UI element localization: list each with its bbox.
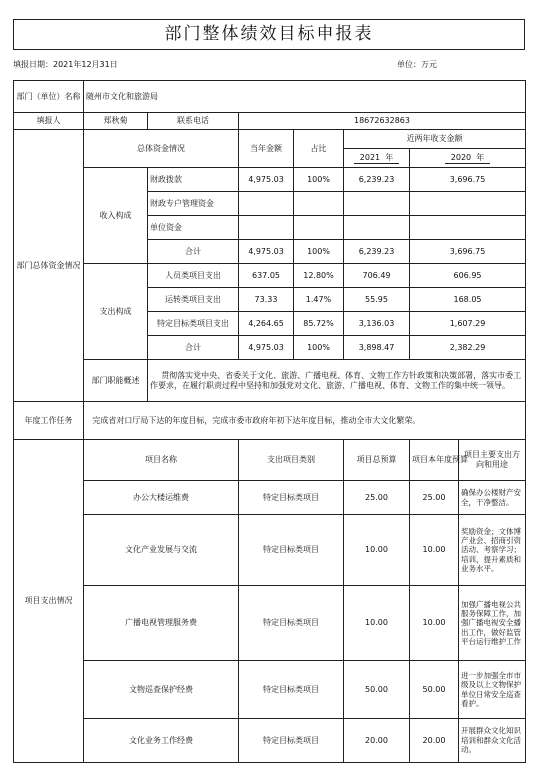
- project-type: 特定目标类项目: [239, 719, 344, 763]
- project-name: 文化产业发展与交流: [84, 515, 239, 586]
- table-row: [14, 586, 526, 661]
- filler-label: 填报人: [14, 113, 84, 130]
- duty-text: 贯彻落实党中央、省委关于文化、旅游、广播电视、体育、文物工作方针政策和决策部署，落实市委工作要求，在履行职责过程中坚持和加强党对文化、旅游、广播电视、体育、文物工作的集中统一领导。: [148, 360, 526, 402]
- phone-value: 18672632863: [239, 113, 526, 130]
- income-name: 单位资金: [148, 216, 239, 240]
- title-table: [13, 19, 525, 50]
- expense-2021: 55.95: [344, 288, 410, 312]
- year-2021: 2021: [359, 153, 381, 162]
- year-2020-header: [410, 149, 526, 168]
- funds-header-overview: 总体资金情况: [84, 130, 239, 168]
- expense-ratio: 12.80%: [294, 264, 344, 288]
- expense-2021: 3,136.03: [344, 312, 410, 336]
- year-suffix: 年: [385, 153, 394, 162]
- project-year: 50.00: [410, 661, 459, 719]
- income-2020: [410, 192, 526, 216]
- income-2020: 3,696.75: [410, 240, 526, 264]
- project-year: 25.00: [410, 481, 459, 515]
- project-direction: 确保办公楼财产安全，干净整洁。: [459, 481, 526, 515]
- income-2020: 3,696.75: [410, 168, 526, 192]
- projects-header-year: 项目本年度预算: [410, 440, 459, 481]
- income-name: 财政专户管理资金: [148, 192, 239, 216]
- projects-header-name: 项目名称: [84, 440, 239, 481]
- income-amount: [239, 216, 294, 240]
- project-name: 广播电视管理服务费: [84, 586, 239, 661]
- income-amount: 4,975.03: [239, 168, 294, 192]
- expense-ratio: 85.72%: [294, 312, 344, 336]
- year-suffix: 年: [476, 153, 485, 162]
- year-2021-header: [344, 149, 410, 168]
- project-year: 10.00: [410, 515, 459, 586]
- phone-label: 联系电话: [148, 113, 239, 130]
- table-row: [14, 168, 526, 192]
- page-title: 部门整体绩效目标申报表: [14, 20, 525, 50]
- project-type: 特定目标类项目: [239, 481, 344, 515]
- expense-amount: 4,975.03: [239, 336, 294, 360]
- funds-section-label: 部门总体资金情况: [14, 130, 84, 402]
- dept-label: 部门（单位）名称: [14, 81, 84, 113]
- duty-label: 部门职能概述: [84, 360, 148, 402]
- income-ratio: [294, 216, 344, 240]
- projects-header-total: 项目总预算: [344, 440, 410, 481]
- expense-ratio: 100%: [294, 336, 344, 360]
- income-2021: [344, 216, 410, 240]
- income-2021: 6,239.23: [344, 240, 410, 264]
- project-year: 20.00: [410, 719, 459, 763]
- annual-text: 完成省对口厅局下达的年度目标，完成市委市政府年初下达年度目标，推动全市大文化繁荣。: [84, 402, 526, 440]
- project-direction: 加强广播电视公共服务保障工作，加强广播电视安全播出工作，做好监管平台运行维护工作: [459, 586, 526, 661]
- expense-2020: 2,382.29: [410, 336, 526, 360]
- expense-2020: 168.05: [410, 288, 526, 312]
- project-type: 特定目标类项目: [239, 586, 344, 661]
- expense-2021: 3,898.47: [344, 336, 410, 360]
- table-row: [14, 661, 526, 719]
- project-total: 50.00: [344, 661, 410, 719]
- unit-label: 单位：万元: [397, 60, 437, 69]
- project-direction: 奖励资金；文体博产业会、招商引资活动、考察学习；培训，提升素质和业务水平。: [459, 515, 526, 586]
- projects-label: 项目支出情况: [14, 440, 84, 763]
- annual-label: 年度工作任务: [14, 402, 84, 440]
- income-ratio: 100%: [294, 168, 344, 192]
- main-table: [13, 80, 526, 763]
- expense-name: 人员类项目支出: [148, 264, 239, 288]
- table-row: [14, 481, 526, 515]
- funds-header-recent: 近两年收支金额: [344, 130, 526, 149]
- income-label: 收入构成: [84, 168, 148, 264]
- projects-header-type: 支出项目类别: [239, 440, 344, 481]
- table-row: [14, 264, 526, 288]
- table-row: [14, 515, 526, 586]
- income-name: 合计: [148, 240, 239, 264]
- project-name: 办公大楼运维费: [84, 481, 239, 515]
- expense-2020: 1,607.29: [410, 312, 526, 336]
- income-2021: [344, 192, 410, 216]
- project-type: 特定目标类项目: [239, 661, 344, 719]
- dept-value: 随州市文化和旅游局: [84, 81, 526, 113]
- project-total: 20.00: [344, 719, 410, 763]
- fill-date: 填报日期：2021年12月31日: [13, 60, 118, 69]
- expense-amount: 4,264.65: [239, 312, 294, 336]
- expense-amount: 637.05: [239, 264, 294, 288]
- income-amount: [239, 192, 294, 216]
- income-ratio: 100%: [294, 240, 344, 264]
- expense-name: 特定目标类项目支出: [148, 312, 239, 336]
- expense-ratio: 1.47%: [294, 288, 344, 312]
- income-ratio: [294, 192, 344, 216]
- projects-header-direction: 项目主要支出方向和用途: [459, 440, 526, 481]
- income-2021: 6,239.23: [344, 168, 410, 192]
- expense-2020: 606.95: [410, 264, 526, 288]
- project-total: 10.00: [344, 586, 410, 661]
- project-direction: 进一步加强全市市级及以上文物保护单位日常安全巡查看护。: [459, 661, 526, 719]
- income-name: 财政拨款: [148, 168, 239, 192]
- income-amount: 4,975.03: [239, 240, 294, 264]
- project-total: 25.00: [344, 481, 410, 515]
- expense-name: 合计: [148, 336, 239, 360]
- project-name: 文物巡查保护经费: [84, 661, 239, 719]
- expense-amount: 73.33: [239, 288, 294, 312]
- project-total: 10.00: [344, 515, 410, 586]
- year-2020: 2020: [450, 153, 472, 162]
- table-row: [14, 719, 526, 763]
- project-year: 10.00: [410, 586, 459, 661]
- meta-line: [13, 58, 525, 72]
- expense-label: 支出构成: [84, 264, 148, 360]
- filler-name: 郑秋菊: [84, 113, 148, 130]
- project-direction: 开展群众文化知识培训和群众文化活动。: [459, 719, 526, 763]
- project-type: 特定目标类项目: [239, 515, 344, 586]
- expense-2021: 706.49: [344, 264, 410, 288]
- funds-header-ratio: 占比: [294, 130, 344, 168]
- expense-name: 运转类项目支出: [148, 288, 239, 312]
- project-name: 文化业务工作经费: [84, 719, 239, 763]
- income-2020: [410, 216, 526, 240]
- funds-header-amount: 当年金额: [239, 130, 294, 168]
